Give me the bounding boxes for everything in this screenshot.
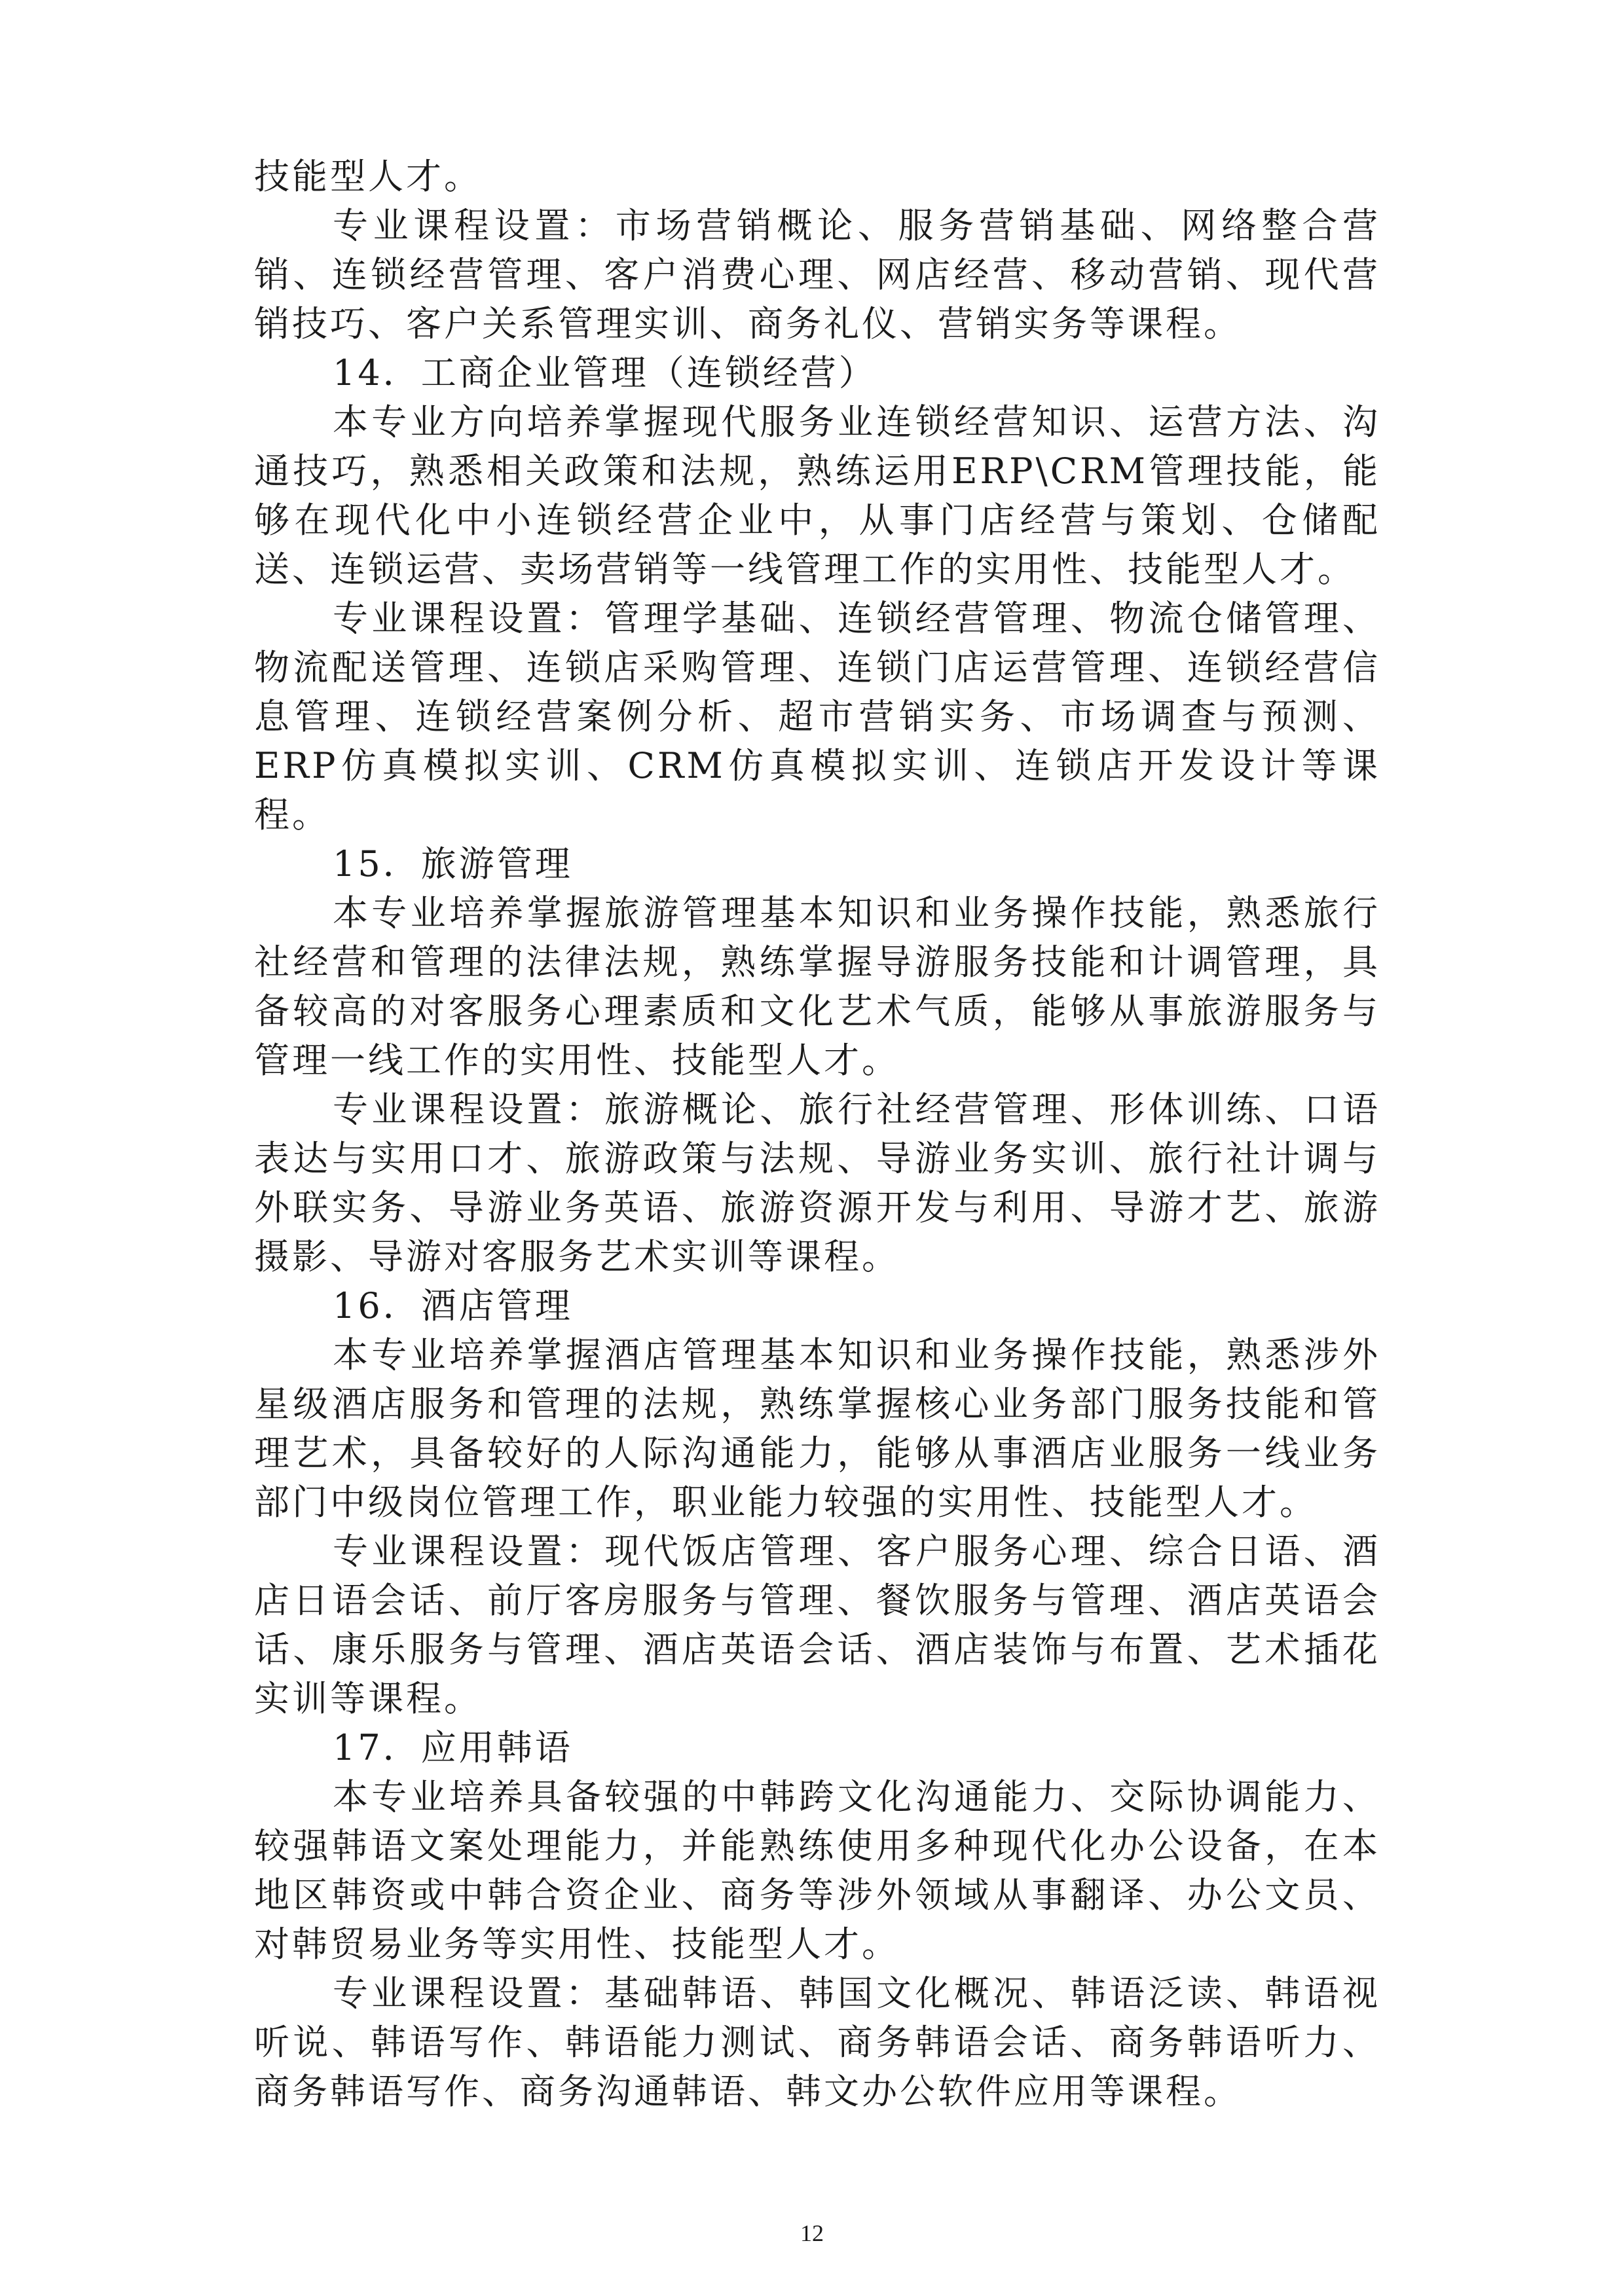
section-heading: 14．工商企业管理（连锁经营） [333, 352, 877, 393]
section-courses: 专业课程设置：管理学基础、连锁经营管理、物流仓储管理、物流配送管理、连锁店采购管理、连锁门店运营管理、连锁经营信息管理、连锁经营案例分析、超市营销实务、市场调查与预测、ERP仿真模拟实训、CRM仿真模拟实训、连锁店开发设计等课程。 [254, 598, 1380, 835]
marketing-courses-paragraph: 专业课程设置：市场营销概论、服务营销基础、网络整合营销、连锁经营管理、客户消费心理、网店经营、移动营销、现代营销技巧、客户关系管理实训、商务礼仪、营销实务等课程。 [254, 205, 1380, 344]
section-heading: 16．酒店管理 [333, 1285, 573, 1326]
section-courses: 专业课程设置：现代饭店管理、客户服务心理、综合日语、酒店日语会话、前厅客房服务与管理、餐饮服务与管理、酒店英语会话、康乐服务与管理、酒店英语会话、酒店装饰与布置、艺术插花实训等课程。 [254, 1531, 1380, 1719]
document-body [254, 152, 1380, 2116]
section-heading: 17．应用韩语 [333, 1727, 573, 1768]
section-courses: 专业课程设置：旅游概论、旅行社经营管理、形体训练、口语表达与实用口才、旅游政策与法规、导游业务实训、旅行社计调与外联实务、导游业务英语、旅游资源开发与利用、导游才艺、旅游摄影、导游对客服务艺术实训等课程。 [254, 1089, 1380, 1277]
section-courses: 专业课程设置：基础韩语、韩国文化概况、韩语泛读、韩语视听说、韩语写作、韩语能力测试、商务韩语会话、商务韩语听力、商务韩语写作、商务沟通韩语、韩文办公软件应用等课程。 [254, 1973, 1380, 2112]
section-description: 本专业培养具备较强的中韩跨文化沟通能力、交际协调能力、较强韩语文案处理能力，并能熟练使用多种现代化办公设备，在本地区韩资或中韩合资企业、商务等涉外领域从事翻译、办公文员、对韩贸易业务等实用性、技能型人才。 [254, 1776, 1380, 1965]
section-tourism-management [254, 839, 1380, 1281]
section-description: 本专业方向培养掌握现代服务业连锁经营知识、运营方法、沟通技巧，熟悉相关政策和法规，熟练运用ERP\CRM管理技能，能够在现代化中小连锁经营企业中，从事门店经营与策划、仓储配送、连锁运营、卖场营销等一线管理工作的实用性、技能型人才。 [254, 401, 1380, 590]
section-business-management [254, 348, 1380, 839]
page-number: 12 [800, 2220, 824, 2246]
section-description: 本专业培养掌握酒店管理基本知识和业务操作技能，熟悉涉外星级酒店服务和管理的法规，熟练掌握核心业务部门服务技能和管理艺术，具备较好的人际沟通能力，能够从事酒店业服务一线业务部门中级岗位管理工作，职业能力较强的实用性、技能型人才。 [254, 1334, 1380, 1523]
section-hotel-management [254, 1281, 1380, 1723]
continuation-text: 技能型人才。 [254, 156, 482, 197]
section-heading: 15．旅游管理 [333, 843, 573, 884]
section-applied-korean [254, 1723, 1380, 2116]
section-description: 本专业培养掌握旅游管理基本知识和业务操作技能，熟悉旅行社经营和管理的法律法规，熟练掌握导游服务技能和计调管理，具备较高的对客服务心理素质和文化艺术气质，能够从事旅游服务与管理一线工作的实用性、技能型人才。 [254, 892, 1380, 1081]
